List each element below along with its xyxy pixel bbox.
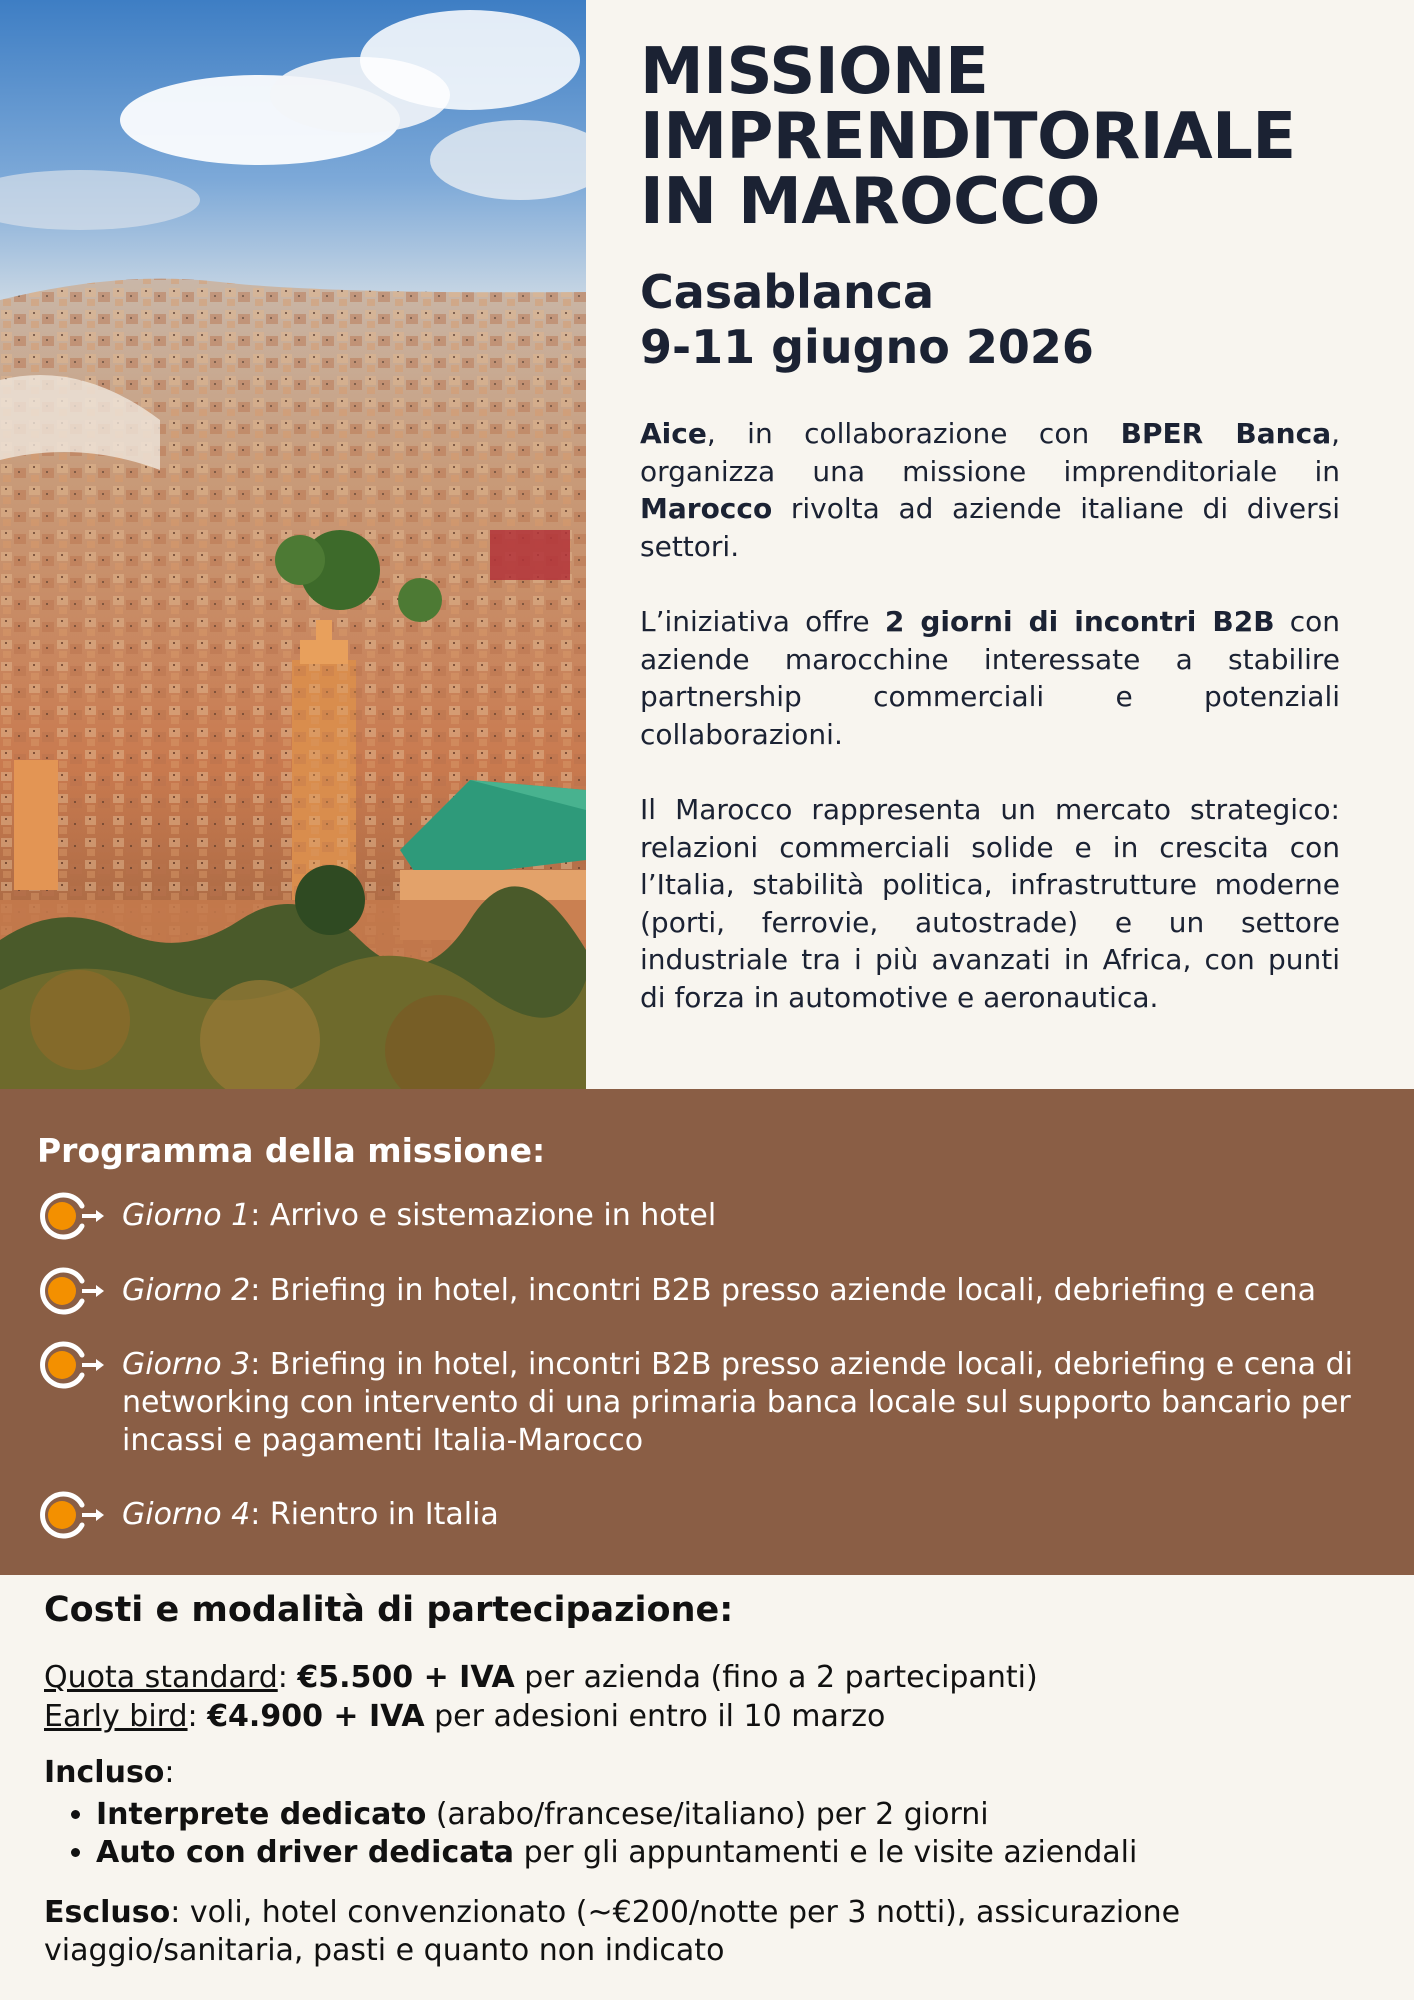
excluded-description: : voli, hotel convenzionato (~€200/notte per 3 notti), assicurazione viaggio/sanitaria, pasti e quanto non indicato (44, 1895, 1181, 1968)
day-text (122, 1272, 1396, 1310)
orange-arrow-circle-icon (36, 1338, 106, 1392)
org-bper: BPER Banca (1120, 417, 1332, 450)
included-label: Incluso (44, 1755, 165, 1790)
intro-column (640, 35, 1341, 1016)
excluded-text (44, 1894, 1384, 1970)
location-date (640, 265, 1340, 375)
program-section (0, 1089, 1414, 1575)
early-bird-price-line: Early bird: €4.900 + IVA per adesioni entro il 10 marzo (44, 1699, 886, 1734)
day-description: : Briefing in hotel, incontri B2B presso aziende locali, debriefing e cena di networking con intervento di una primaria banca locale sul supporto bancario per incassi e pagamenti Italia-Marocco (122, 1347, 1353, 1458)
text: , in collaborazione con (706, 417, 1121, 450)
day-text (122, 1496, 1396, 1534)
title-line: IN MAROCCO (640, 165, 1100, 239)
item-rest: per gli appuntamenti e le visite aziendali (514, 1835, 1138, 1870)
price-label: Quota standard (44, 1660, 278, 1695)
location: Casablanca (640, 265, 935, 319)
day-label: Giorno 2 (122, 1273, 251, 1308)
day-label: Giorno 1 (122, 1198, 251, 1233)
country: Marocco (640, 492, 773, 525)
item-rest: (arabo/francese/italiano) per 2 giorni (426, 1797, 989, 1832)
included-list (44, 1796, 1384, 1872)
day-text (122, 1346, 1396, 1460)
program-heading: Programma della missione: (37, 1131, 546, 1170)
page-title (640, 35, 1340, 239)
price-note: per adesioni entro il 10 marzo (424, 1699, 886, 1734)
day-label: Giorno 3 (122, 1347, 251, 1382)
day-description: : Arrivo e sistemazione in hotel (250, 1198, 717, 1233)
intro-paragraph-3: Il Marocco rappresenta un mercato strategico: relazioni commerciali solide e in crescita con l’Italia, stabilità politica, infrastrutture moderne (porti, ferrovie, autostrade) e un settore industriale tra i più avanzati in Africa, con punti di forza in automotive e aeronautica. (640, 793, 1340, 1014)
day-description: : Rientro in Italia (250, 1497, 499, 1532)
price-label: Early bird (44, 1699, 188, 1734)
costs-heading: Costi e modalità di partecipazione: (44, 1590, 734, 1630)
dates: 9-11 giugno 2026 (640, 320, 1094, 374)
orange-arrow-circle-icon (36, 1264, 106, 1318)
included-heading: Incluso: (44, 1755, 175, 1790)
orange-arrow-circle-icon (36, 1488, 106, 1542)
moroccan-city-photo (0, 0, 586, 1089)
text: con aziende marocchine interessate a stabilire partnership commerciali e potenziali collaborazioni. (640, 605, 1341, 751)
org-aice: Aice (640, 417, 707, 450)
title-line: IMPRENDITORIALE (640, 100, 1296, 174)
day-label: Giorno 4 (122, 1497, 251, 1532)
price-note: per azienda (fino a 2 partecipanti) (514, 1660, 1038, 1695)
intro-paragraph-1 (640, 415, 1340, 565)
standard-price-line: Quota standard: €5.500 + IVA per azienda (fino a 2 partecipanti) (44, 1660, 1038, 1695)
day-text (122, 1197, 1396, 1235)
list-item (96, 1796, 1384, 1834)
item-bold: Auto con driver dedicata (96, 1835, 515, 1870)
excluded-label: Escluso (44, 1895, 171, 1930)
text: L’iniziativa offre (640, 605, 885, 638)
b2b-highlight: 2 giorni di incontri B2B (884, 605, 1275, 638)
text: , organizza una missione imprenditoriale in (640, 417, 1340, 488)
list-item (96, 1834, 1384, 1872)
item-bold: Interprete dedicato (96, 1797, 427, 1832)
title-line: MISSIONE (640, 35, 989, 109)
costs-section (44, 1590, 1384, 1970)
orange-arrow-circle-icon (36, 1189, 106, 1243)
day-description: : Briefing in hotel, incontri B2B presso aziende locali, debriefing e cena (250, 1273, 1317, 1308)
price-value: €5.500 + IVA (297, 1660, 515, 1695)
text: rivolta ad aziende italiane di diversi settori. (640, 492, 1340, 563)
intro-paragraph-2 (640, 603, 1340, 753)
price-value: €4.900 + IVA (207, 1699, 425, 1734)
